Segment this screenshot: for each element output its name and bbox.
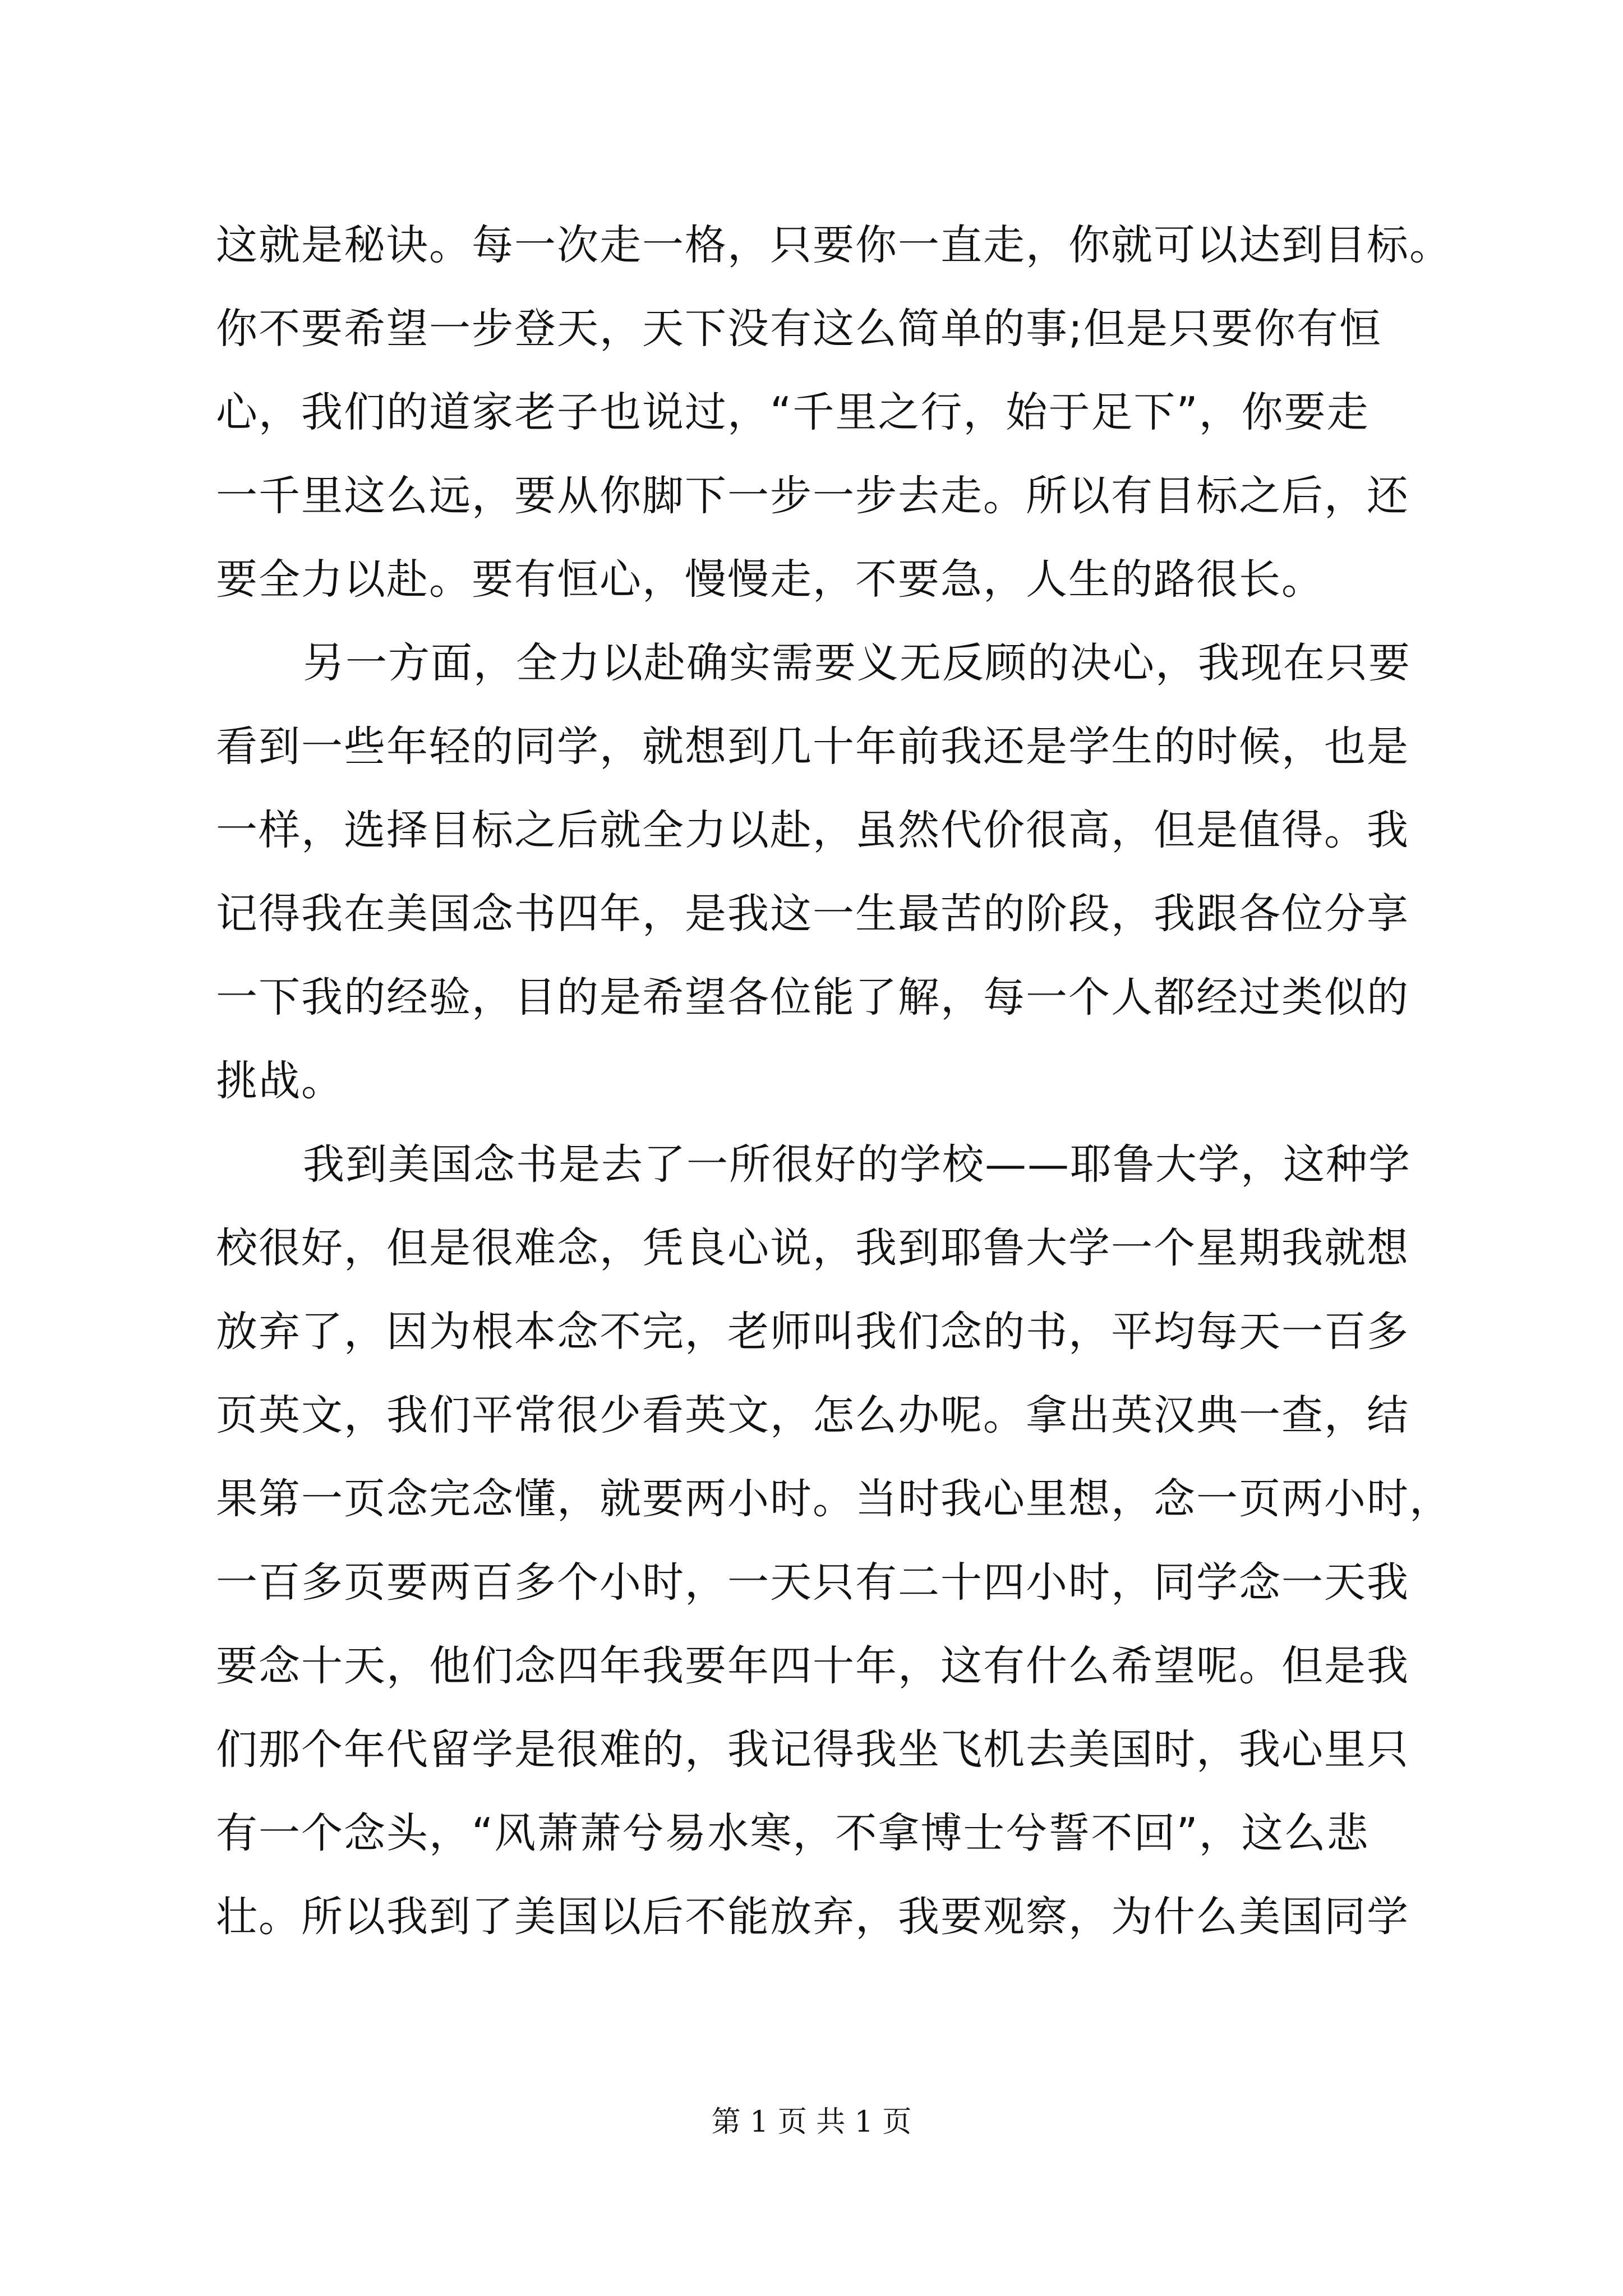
- text-line: 看到一些年轻的同学，就想到几十年前我还是学生的时候，也是: [216, 723, 1409, 771]
- text-line: 心，我们的道家老子也说过，“千里之行，始于足下”，你要走: [216, 388, 1370, 436]
- body-text: [216, 204, 1452, 1959]
- text-line: 一下我的经验，目的是希望各位能了解，每一个人都经过类似的: [216, 973, 1409, 1022]
- text-line: 要全力以赴。要有恒心，慢慢走，不要急，人生的路很长。: [216, 555, 1324, 604]
- text-line: 放弃了，因为根本念不完，老师叫我们念的书，平均每天一百多: [216, 1308, 1409, 1356]
- text-line: 校很好，但是很难念，凭良心说，我到耶鲁大学一个星期我就想: [216, 1224, 1409, 1272]
- text-line: 页英文，我们平常很少看英文，怎么办呢。拿出英汉典一查，结: [216, 1391, 1409, 1439]
- text-line: 有一个念头，“风萧萧兮易水寒，不拿博士兮誓不回”，这么悲: [216, 1809, 1370, 1857]
- text-line: 壮。所以我到了美国以后不能放弃，我要观察，为什么美国同学: [216, 1893, 1409, 1941]
- text-line: 们那个年代留学是很难的，我记得我坐飞机去美国时，我心里只: [216, 1726, 1409, 1774]
- text-line: 要念十天，他们念四年我要年四十年，这有什么希望呢。但是我: [216, 1642, 1409, 1690]
- paragraph-start-line: 我到美国念书是去了一所很好的学校——耶鲁大学，这种学: [303, 1140, 1411, 1189]
- page-number-label: 第 1 页 共 1 页: [711, 2105, 912, 2139]
- text-line: 一千里这么远，要从你脚下一步一步去走。所以有目标之后，还: [216, 472, 1409, 520]
- text-line: 这就是秘诀。每一次走一格，只要你一直走，你就可以达到目标。: [216, 221, 1452, 269]
- text-line: 一百多页要两百多个小时，一天只有二十四小时，同学念一天我: [216, 1558, 1409, 1607]
- text-line: 你不要希望一步登天，天下没有这么简单的事;但是只要你有恒: [216, 305, 1382, 353]
- page-footer: [0, 2102, 1623, 2142]
- text-line: 果第一页念完念懂，就要两小时。当时我心里想，念一页两小时，: [216, 1475, 1452, 1523]
- text-line: 一样，选择目标之后就全力以赴，虽然代价很高，但是值得。我: [216, 806, 1409, 854]
- paragraph-start-line: 另一方面，全力以赴确实需要义无反顾的决心，我现在只要: [303, 639, 1411, 687]
- text-line: 记得我在美国念书四年，是我这一生最苦的阶段，我跟各位分享: [216, 890, 1409, 938]
- text-line: 挑战。: [216, 1057, 344, 1105]
